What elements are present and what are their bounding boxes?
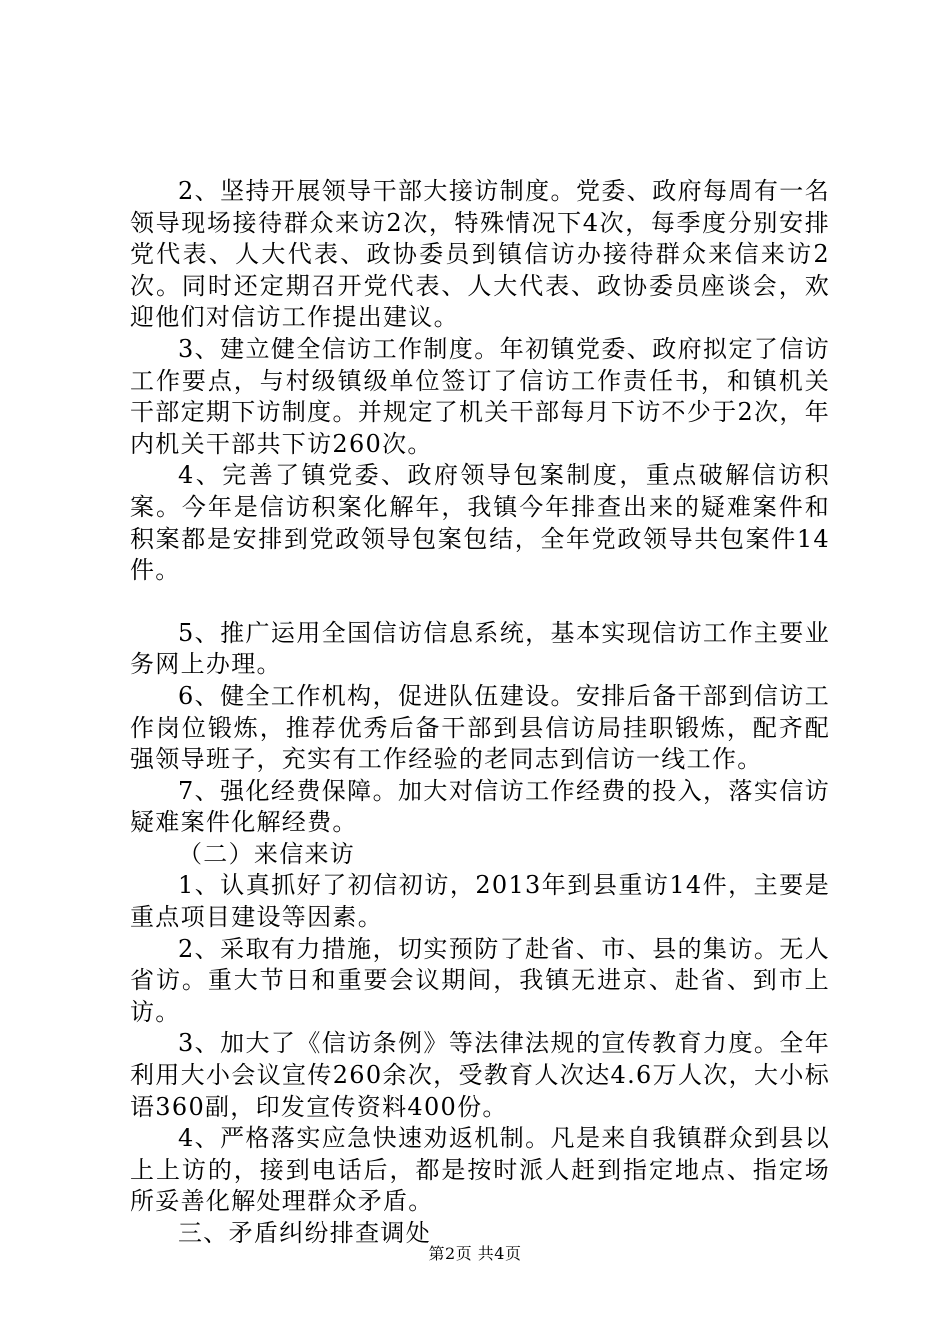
paragraph-item-4: 4、完善了镇党委、政府领导包案制度，重点破解信访积案。今年是信访积案化解年，我镇今年排查出来的疑难案件和积案都是安排到党政领导包案包结，全年党政领导共包案件14件。 <box>130 461 830 585</box>
section-heading-disputes: 三、矛盾纠纷排查调处 <box>178 1219 431 1247</box>
paragraph-item-5: 5、推广运用全国信访信息系统，基本实现信访工作主要业务网上办理。 <box>130 618 830 679</box>
paragraph-item-2: 2、坚持开展领导干部大接访制度。党委、政府每周有一名领导现场接待群众来访2次，特殊情况下4次，每季度分别安排党代表、人大代表、政协委员到镇信访办接待群众来信来访2次。同时还定期召开党代表、人大代表、政协委员座谈会，欢迎他们对信访工作提出建议。 <box>130 177 830 332</box>
paragraph-visits-1: 1、认真抓好了初信初访，2013年到县重访14件，主要是重点项目建设等因素。 <box>130 871 830 932</box>
paragraph-visits-3: 3、加大了《信访条例》等法律法规的宣传教育力度。全年利用大小会议宣传260余次，受教育人次达4.6万人次，大小标语360副，印发宣传资料400份。 <box>130 1029 830 1121</box>
section-heading-letters-visits: （二）来信来访 <box>178 839 356 868</box>
document-body <box>130 176 830 1250</box>
paragraph-visits-4: 4、严格落实应急快速劝返机制。凡是来自我镇群众到县以上上访的，接到电话后，都是按时派人赶到指定地点、指定场所妥善化解处理群众矛盾。 <box>130 1124 830 1216</box>
paragraph-item-3: 3、建立健全信访工作制度。年初镇党委、政府拟定了信访工作要点，与村级镇级单位签订了信访工作责任书，和镇机关干部定期下访制度。并规定了机关干部每月下访不少于2次，年内机关干部共下访260次。 <box>130 334 830 458</box>
paragraph-visits-2: 2、采取有力措施，切实预防了赴省、市、县的集访。无人省访。重大节日和重要会议期间，我镇无进京、赴省、到市上访。 <box>130 934 830 1026</box>
page-number-footer: 第2页 共4页 <box>428 1244 522 1263</box>
paragraph-item-6: 6、健全工作机构，促进队伍建设。安排后备干部到信访工作岗位锻炼，推荐优秀后备干部到县信访局挂职锻炼，配齐配强领导班子，充实有工作经验的老同志到信访一线工作。 <box>130 681 830 774</box>
paragraph-item-7: 7、强化经费保障。加大对信访工作经费的投入，落实信访疑难案件化解经费。 <box>130 776 830 837</box>
